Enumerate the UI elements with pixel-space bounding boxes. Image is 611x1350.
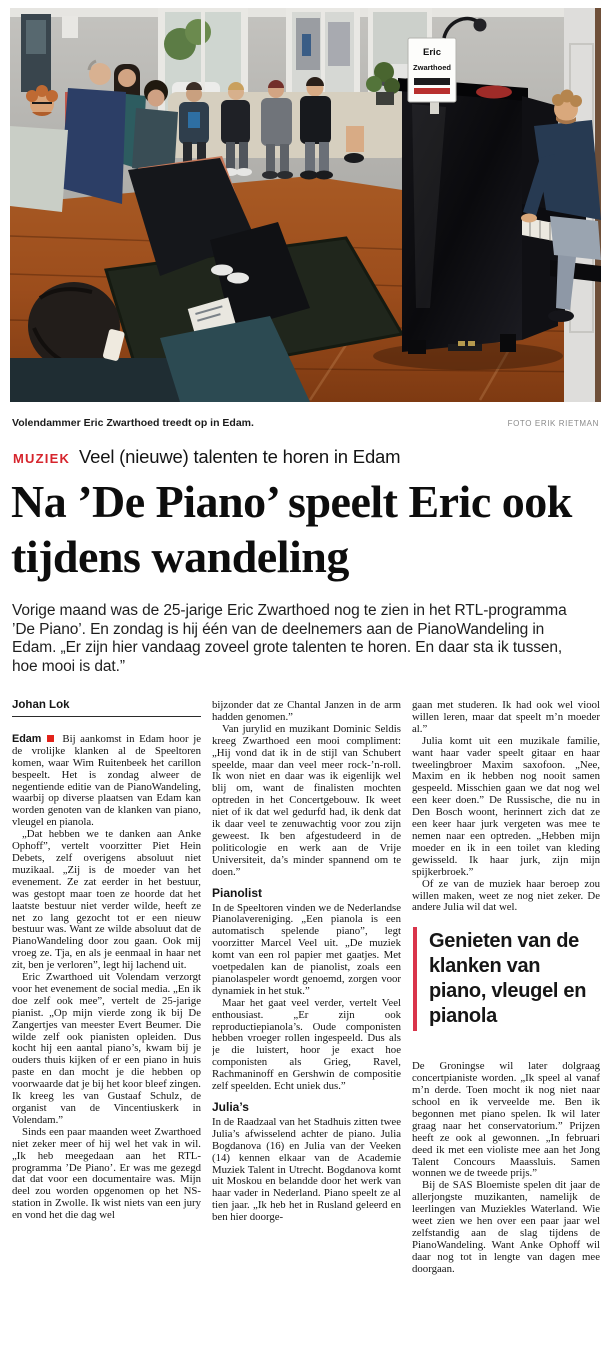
byline: Johan Lok — [12, 700, 70, 711]
sign-line-2: Zwarthoed — [413, 63, 451, 72]
subhead-pianolist: Pianolist — [212, 885, 263, 900]
section-kicker: MUZIEK — [13, 451, 71, 466]
paragraph: De Groningse wil later dolgraag concertpianiste worden. „Ik speel al vanaf m’n derde. Toen mocht ik nog niet naar school en ik verveelde me. Ben ik begonnen met piano spelen. Ik wil later graag naar het conservatorium.” Prijzen heeft ze ook al gewonnen. „In februari deed ik met een violiste mee aan het Jong Talent Concours Maassluis. Samen wonnen we de tweede prijs.” — [412, 1060, 600, 1180]
kicker-headline: Veel (nieuwe) talenten te horen in Edam — [79, 446, 401, 467]
paragraph: Eric Zwarthoed uit Volendam verzorgt voor het evenement de social media. „En ik doe zelf ook mee”, vertelt de 25-jarige pianist. „Op mijn vierde zong ik bij De Zangertjes van meester Evert Beumer. Die wilde zelf ook pianisten opleiden. Dus kocht hij een aantal piano’s, kwam bij je ouders thuis kijken of er een piano in huis paste en dan mocht je die hebben op voorwaarde dat je bij het koor bleef zingen. Ik kreeg les van Gustaaf Schulz, de organist van de Vincentiuskerk in Volendam.” — [12, 971, 201, 1126]
article-photo — [10, 8, 601, 402]
page-title: Na ’De Piano’ speelt Eric ook tijdens wandeling — [11, 476, 572, 582]
dateline: Edam — [12, 732, 42, 745]
paragraph: Maar het gaat veel verder, vertelt Veel enthousiast. „Er zijn ook reproductiepianola’s. Oude componisten hebben vroeger rollen ingespeeld. Dus als je die luistert, hoor je exact hoe componisten als Grieg, Ravel, Rachmaninoff en Gershwin de compositie zelf speelden. Echt uniek dus.” — [212, 996, 401, 1093]
intro-paragraph: Vorige maand was de 25-jarige Eric Zwarthoed nog te zien in het RTL-programma ’De Piano’. En zondag is hij één van de deelnemers aan de PianoWandeling in Edam. „Er zijn hier vandaag zoveel grote talenten te horen. En daar sta ik tussen, hoe mooi is dat.” — [12, 602, 567, 675]
article-column-2 — [212, 700, 401, 1348]
photo-credit: FOTO ERIK RIETMAN — [507, 419, 599, 428]
caption-row — [12, 417, 599, 429]
article-column-1 — [12, 700, 201, 1348]
paragraph: Van jurylid en muzikant Dominic Seldis kreeg Zwarthoed een mooi compliment: „Hij vond dat ik in de stijl van Schubert speelde, maar dan veel meer rock-’n-roll. Ik won niet en daar was ik eigenlijk wel blij om, want de finalisten mochten optreden in het Concertgebouw. Ik weet niet of ik dat wel gedurfd had, ik denk dat ik daar veel te zenuwachtig voor zou zijn geweest. Ik ben afgestudeerd in de politicologie en werk aan de Vrije Universiteit, da’s minder spannend om te doen.” — [212, 722, 401, 878]
paragraph: gaan met studeren. Ik had ook wel viool willen leren, maar dat speelt m’n moeder al.” — [412, 700, 600, 735]
paragraph-text: Bij aankomst in Edam hoor je de vrolijke klanken al de Speeltoren komen, waar Wim Ruitenbeek het carillon bespeelt. Het is zondag alweer de negentiende editie van de PianoWandeling, waarbij op diverse plaatsen van Edam kan worden genoten van de klanken van piano, vleugel en pianola. — [12, 732, 201, 829]
paragraph — [12, 734, 201, 829]
sign-line-1: Eric — [423, 47, 441, 58]
paragraph: Of ze van de muziek haar beroep zou willen maken, weet ze nog niet zeker. De andere Julia wil dat wel. — [412, 877, 600, 914]
pull-quote: Genieten van de klanken van piano, vleugel en pianola — [413, 927, 600, 1031]
paragraph: Julia komt uit een muzikale familie, want haar vader speelt gitaar en haar tweelingbroer Maxim saxofoon. „Nee, Maxim en ik hebben nog nooit samen gespeeld. Misschien gaan we dat nog wel een keer doen.” De Russische, die nu in Den Bosch woont, herinnert zich dat ze een keer haar jurk vergeten was mee te nemen naar een optreden. „Hebben mijn moeder en ik in een toilet van kleding gewisseld. Ik haar jurk, zijn mijn spijkerbroek.” — [412, 734, 600, 878]
kicker-row — [13, 446, 400, 468]
byline-rule — [12, 716, 201, 717]
subhead-julias: Julia’s — [212, 1100, 249, 1114]
paragraph: In de Speeltoren vinden we de Nederlandse Pianolavereniging. „Een pianola is een automatisch spelende piano”, legt voorzitter Marcel Veel uit. „De muziek komt van een rol papier met gaatjes. Met voetpedalen kan de pianolist, zoals een pianolaspeler wordt genoemd, zorgen voor dynamiek in het stuk.” — [212, 901, 401, 997]
photo-illustration — [10, 8, 601, 402]
paragraph: Sinds een paar maanden weet Zwarthoed niet zeker meer of hij wel het vak in wil. „Ik heb meegedaan aan het RTL-programma ’De Piano’. Er was me gezegd dat dat voor een documentaire was. Mijn deel zou worden opgenomen op het NS-station in Zwolle. Ik wist niets van een jury en vond het die dag wel — [12, 1125, 201, 1222]
dateline-square-icon — [47, 735, 54, 742]
paragraph: In de Raadzaal van het Stadhuis zitten twee Julia’s afwisselend achter de piano. Julia Bogdanova (16) en Julia van der Veeken (14) kennen elkaar van de Academie Muziek Talent in Utrecht. Bogdanova komt uit Moskou en belandde door het werk van haar vader in Nederland. Piano speelt ze al tien jaar. „Ik heb het in Rusland geleerd en ben hier doorge- — [212, 1115, 401, 1224]
article-column-3 — [412, 700, 600, 1348]
paragraph: Bij de SAS Bloemiste spelen dit jaar de allerjongste muzikanten, namelijk de leerlingen van Muziekles Waterland. Wie weet zien we hen over een paar jaar wel zelfstandig aan de slag tijdens de PianoWandeling. Want Anke Ophoff wil daar nog tot in lengte van dagen mee doorgaan. — [412, 1179, 600, 1275]
red-cloth — [476, 86, 512, 99]
paragraph: „Dat hebben we te danken aan Anke Ophoff”, vertelt voorzitter Piet Hein Debets, zelf overigens absoluut niet muzikaal. „Zij is de moeder van het evenement. Ze zat eerder in het bestuur, was gestopt maar toen ze hoorde dat het laatste bestuur niet verder wilde, heeft ze net zo lang gezocht tot er een nieuw bestuur was. Want ze wilde absoluut dat de PianoWandeling door zou gaan. Ook mij vroeg ze. Tja, en als je eenmaal in haar net zit, ben je verloren”, legt hij lachend uit. — [12, 828, 201, 972]
photo-caption: Volendammer Eric Zwarthoed treedt op in Edam. — [12, 417, 254, 429]
paragraph: bijzonder dat ze Chantal Janzen in de arm hadden genomen.” — [212, 700, 401, 723]
